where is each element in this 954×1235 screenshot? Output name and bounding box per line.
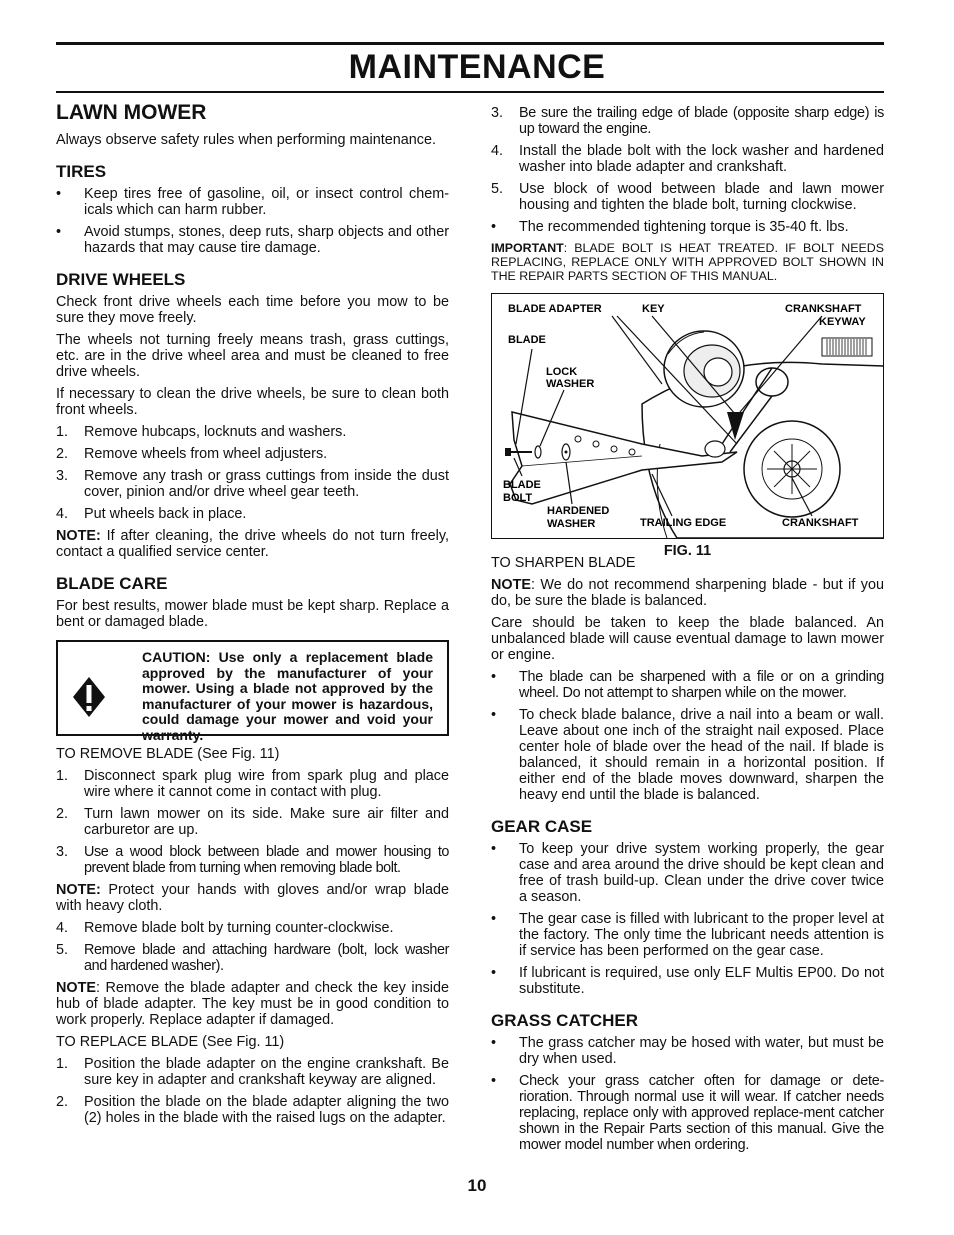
bullet-icon: • [56,186,62,202]
list-item: • To check blade balance, drive a nail into a beam or wall. Leave about one inch of the straight nail exposed. Place center hole of blade over the head of the nail. If blade is balanced, it should remain in a horizontal position. If either end of the blade moves downward, sharpen the heavy end until the blade is balanced. [491,707,884,803]
subheading-replace-blade: TO REPLACE BLADE (See Fig. 11) [56,1034,285,1050]
bullet-icon: • [56,224,62,240]
grass-catcher-list [491,1035,884,1153]
subheading-sharpen-blade: TO SHARPEN BLADE [491,555,636,571]
bullet-icon: • [491,1035,497,1051]
tires-list [56,186,449,256]
caution-text: CAUTION: Use only a replacement blade approved by the manufacturer of your mower. Using a blade not approved by the manufacturer of your mower is hazardous, could damage your mower and void your warranty. [142,649,433,743]
list-item: 5. Use block of wood between blade and lawn mower housing and tighten the blade bolt, turning clockwise. [491,181,884,213]
label-hardened-washer: WASHER [547,518,596,530]
label-lock-washer: LOCK [546,366,578,378]
drive-wheels-steps [56,424,449,522]
section-heading-tires: TIRES [56,162,107,181]
label-blade: BLADE [508,334,546,346]
label-key: KEY [642,303,665,315]
note: NOTE: Protect your hands with gloves and/or wrap blade with heavy cloth. [56,882,449,914]
label-hardened-washer: HARDENED [547,505,610,517]
list-item: • To keep your drive system working properly, the gear case and area around the drive should be kept clean and free of trash build-up. Clean under the drive cover twice a season. [491,841,884,905]
blade-assembly-diagram [492,294,884,538]
sharpen-list [491,669,884,803]
note: NOTE: Remove the blade adapter and check the key inside hub of blade adapter. The key must be in good condition to work properly. Replace adapter if damaged. [56,980,449,1028]
label-crankshaft: CRANKSHAFT [782,517,859,529]
left-column [56,100,449,1132]
bullet-icon: • [491,1073,497,1089]
section-heading-gear-case: GEAR CASE [491,817,593,836]
label-crankshaft-keyway: KEYWAY [819,316,866,328]
list-item: 3. Remove any trash or grass cuttings from inside the dust cover, pinion and/or drive wheel gear teeth. [56,468,449,500]
bullet-icon: • [491,669,497,685]
list-item: • The recommended tightening torque is 35-40 ft. lbs. [491,219,849,235]
list-item: 2. Turn lawn mower on its side. Make sure air filter and carburetor are up. [56,806,449,838]
bullet-icon: • [491,965,497,981]
remove-blade-steps-continued [56,920,449,974]
paragraph: Check front drive wheels each time before you mow to be sure they move freely. [56,294,449,326]
torque-list [491,219,884,235]
list-item: 2. Remove wheels from wheel adjusters. [56,446,328,462]
figure-11 [491,293,884,539]
note: NOTE: If after cleaning, the drive wheels do not turn freely, contact a qualified service center. [56,528,449,560]
note: NOTE: We do not recommend sharpening blade - but if you do, be sure the blade is balanced. [491,577,884,609]
replace-blade-steps [56,1056,449,1126]
list-item: 4. Put wheels back in place. [56,506,247,522]
intro-text: Always observe safety rules when performing maintenance. [56,132,436,148]
list-item: 3. Use a wood block between blade and mower housing to prevent blade from turning when removing blade bolt. [56,844,449,876]
list-item: 3. Be sure the trailing edge of blade (opposite sharp edge) is up toward the engine. [491,105,884,137]
page-title: MAINTENANCE [348,48,606,86]
label-crankshaft-keyway: CRANKSHAFT [785,303,862,315]
label-blade-adapter: BLADE ADAPTER [508,303,602,315]
gear-case-list [491,841,884,997]
remove-blade-steps [56,768,449,876]
paragraph: Care should be taken to keep the blade balanced. An unbalanced blade will cause eventual damage to lawn mower or engine. [491,615,884,663]
bullet-icon: • [491,841,497,857]
list-item: • The blade can be sharpened with a file or on a grinding wheel. Do not attempt to sharpen while on the mower. [491,669,884,701]
list-item: 5. Remove blade and attaching hardware (bolt, lock washer and hardened washer). [56,942,449,974]
list-item: • Keep tires free of gasoline, oil, or insect control chem-icals which can harm rubber. [56,186,449,218]
bullet-icon: • [491,911,497,927]
paragraph: For best results, mower blade must be kept sharp. Replace a bent or damaged blade. [56,598,449,630]
paragraph: If necessary to clean the drive wheels, be sure to clean both front wheels. [56,386,449,418]
caution-box [56,640,449,743]
list-item: 4. Remove blade bolt by turning counter-clockwise. [56,920,394,936]
page-number: 10 [467,1176,487,1195]
section-heading-blade-care: BLADE CARE [56,574,168,593]
replace-blade-steps-continued [491,105,884,213]
list-item: 1. Remove hubcaps, locknuts and washers. [56,424,347,440]
section-heading-lawn-mower: LAWN MOWER [56,101,207,124]
warning-icon [72,676,106,718]
section-heading-drive-wheels: DRIVE WHEELS [56,270,186,289]
list-item: 1. Disconnect spark plug wire from spark plug and place wire where it cannot come in contact with plug. [56,768,449,800]
paragraph: The wheels not turning freely means trash, grass cuttings, etc. are in the drive wheel area and must be cleaned to free drive wheels. [56,332,449,380]
list-item: 4. Install the blade bolt with the lock washer and hardened washer into blade adapter and crankshaft. [491,143,884,175]
section-heading-grass-catcher: GRASS CATCHER [491,1011,639,1030]
label-blade-bolt: BLADE [503,479,541,491]
list-item: • Check your grass catcher often for damage or dete-rioration. Through normal use it will wear. If catcher needs replacing, replace only with approved replace-ment catcher shown in the Repair Parts section of this manual. Give the mower model number when ordering. [491,1073,884,1153]
label-trailing-edge: TRAILING EDGE [640,517,727,529]
header-rule-bottom [56,91,884,93]
list-item: • If lubricant is required, use only ELF Multis EP00. Do not substitute. [491,965,884,997]
label-lock-washer: WASHER [546,378,595,390]
list-item: • Avoid stumps, stones, deep ruts, sharp objects and other hazards that may cause tire damage. [56,224,449,256]
list-item: • The grass catcher may be hosed with water, but must be dry when used. [491,1035,884,1067]
header-rule-top [56,42,884,45]
bullet-icon: • [491,707,497,723]
figure-caption: FIG. 11 [663,543,712,559]
list-item: 2. Position the blade on the blade adapter aligning the two (2) holes in the blade with the raised lugs on the adapter. [56,1094,449,1126]
important-notice: IMPORTANT: BLADE BOLT IS HEAT TREATED. IF BOLT NEEDS REPLACING, REPLACE ONLY WITH APPROVED BOLT SHOWN IN THE REPAIR PARTS SECTION OF THIS MANUAL. [491,241,884,283]
right-column [491,105,884,1159]
list-item: 1. Position the blade adapter on the engine crankshaft. Be sure key in adapter and crankshaft keyway are aligned. [56,1056,449,1088]
bullet-icon: • [491,219,497,235]
list-item: • The gear case is filled with lubricant to the proper level at the factory. The only time the lubricant needs attention is if service has been performed on the gear case. [491,911,884,959]
subheading-remove-blade: TO REMOVE BLADE (See Fig. 11) [56,746,280,762]
label-blade-bolt: BOLT [503,492,533,504]
